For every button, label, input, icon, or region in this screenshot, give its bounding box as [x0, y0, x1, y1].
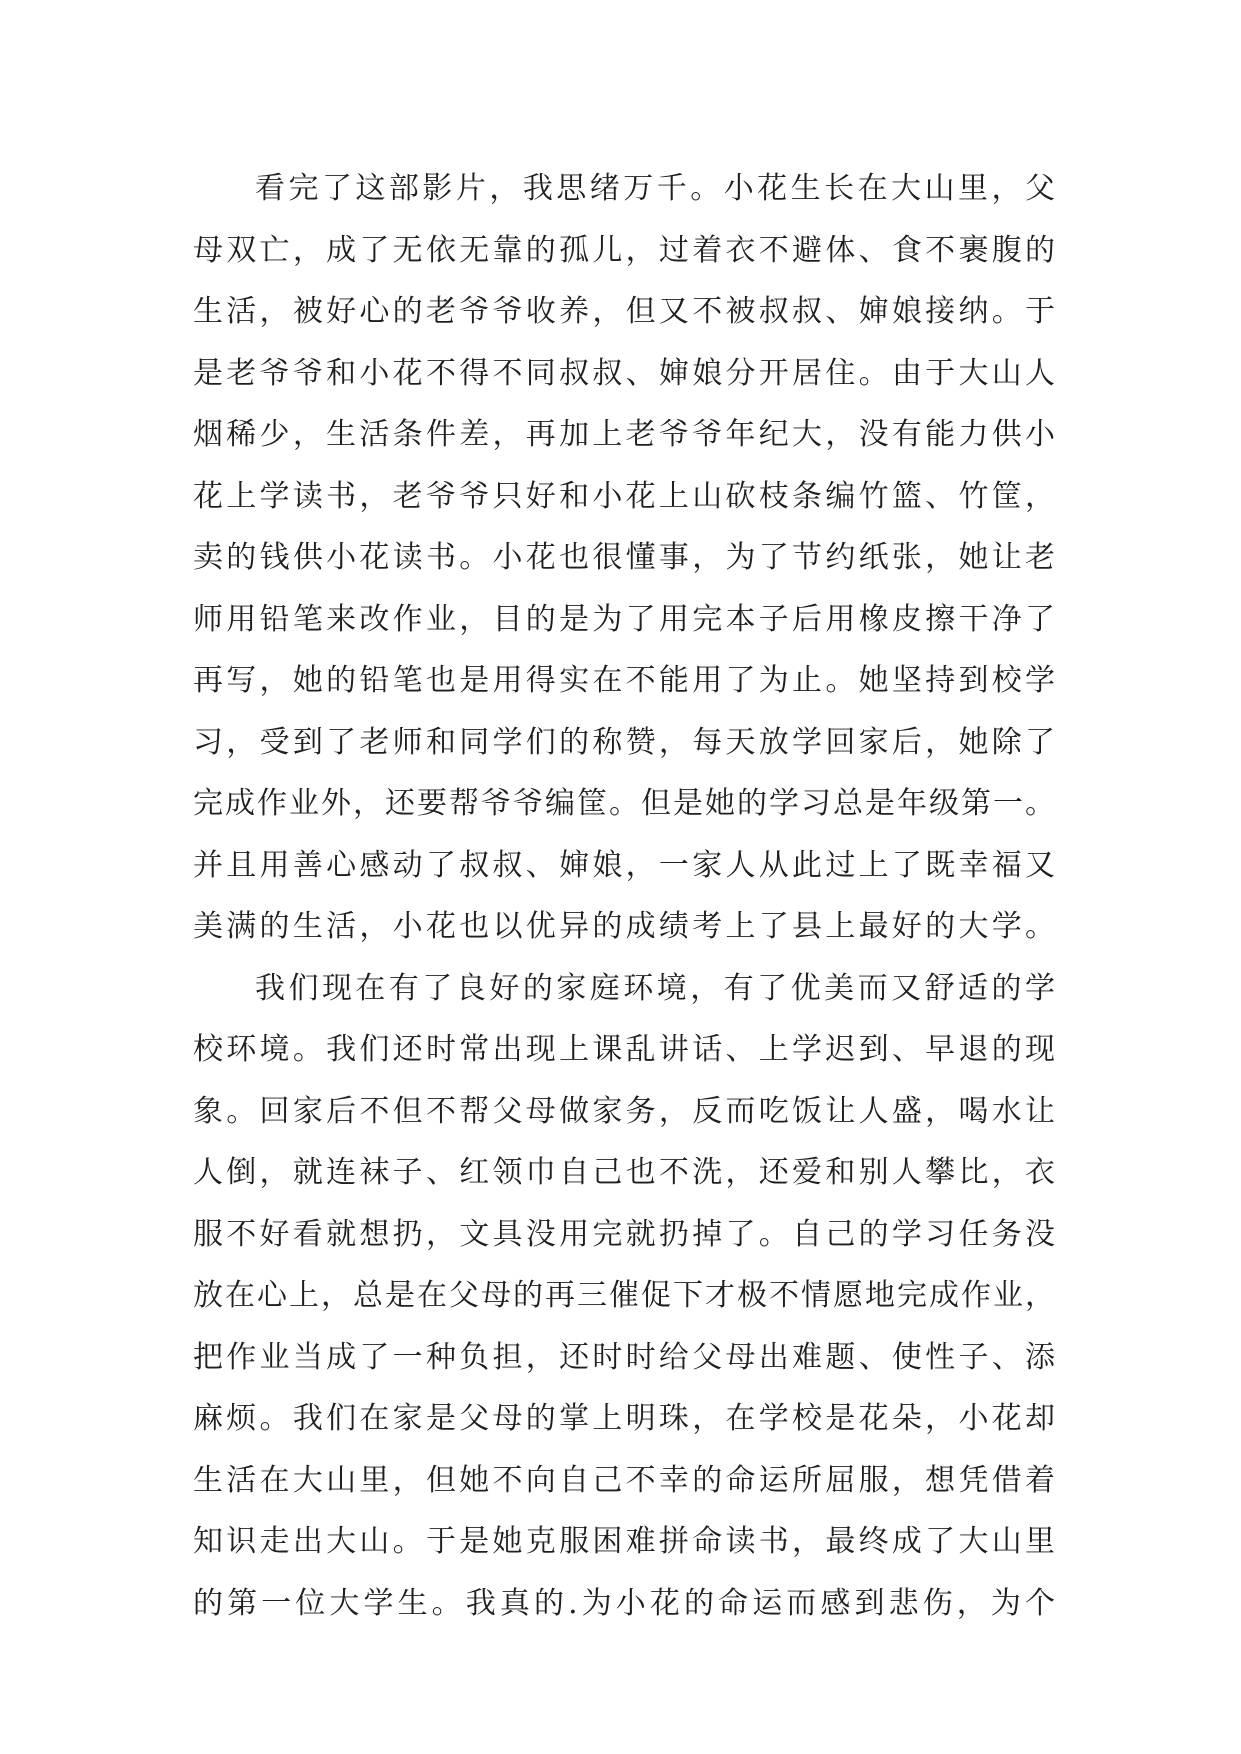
text-line: 放在心上，总是在父母的再三催促下才极不情愿地完成作业， [193, 1278, 1055, 1313]
text-line: 完成作业外，还要帮爷爷编筐。但是她的学习总是年级第一。 [193, 786, 1055, 821]
text-line: 服不好看就想扔，文具没用完就扔掉了。自己的学习任务没 [193, 1216, 1055, 1252]
text-line: 再写，她的铅笔也是用得实在不能用了为止。她坚持到校学 [193, 663, 1055, 698]
text-line: 花上学读书，老爷爷只好和小花上山砍枝条编竹篮、竹筐， [193, 478, 1055, 514]
text-line: 美满的生活，小花也以优异的成绩考上了县上最好的大学。 [193, 909, 1055, 944]
text-line: 麻烦。我们在家是父母的掌上明珠，在学校是花朵，小花却 [193, 1401, 1055, 1436]
text-line: 生活在大山里，但她不向自己不幸的命运所屈服，想凭借着 [193, 1462, 1055, 1498]
text-line: 并且用善心感动了叔叔、婶娘，一家人从此过上了既幸福又 [193, 847, 1055, 883]
text-line: 校环境。我们还时常出现上课乱讲话、上学迟到、早退的现 [193, 1032, 1055, 1067]
text-line: 是老爷爷和小花不得不同叔叔、婶娘分开居住。由于大山人 [193, 355, 1055, 391]
text-line: 我们现在有了良好的家庭环境，有了优美而又舒适的学 [255, 970, 1055, 1006]
text-line: 生活，被好心的老爷爷收养，但又不被叔叔、婶娘接纳。于 [193, 294, 1055, 329]
text-line: 人倒，就连袜子、红领巾自己也不洗，还爱和别人攀比，衣 [193, 1155, 1055, 1190]
text-line: 卖的钱供小花读书。小花也很懂事，为了节约纸张，她让老 [193, 540, 1055, 575]
text-line: 母双亡，成了无依无靠的孤儿，过着衣不避体、食不裹腹的 [193, 232, 1055, 268]
text-line: 象。回家后不但不帮父母做家务，反而吃饭让人盛，喝水让 [193, 1093, 1055, 1129]
text-line: 习，受到了老师和同学们的称赞，每天放学回家后，她除了 [193, 724, 1055, 760]
text-line: 的第一位大学生。我真的.为小花的命运而感到悲伤，为个 [193, 1585, 1055, 1621]
document-body [193, 158, 1055, 1634]
text-line: 把作业当成了一种负担，还时时给父母出难题、使性子、添 [193, 1339, 1055, 1375]
text-line: 知识走出大山。于是她克服困难拼命读书，最终成了大山里 [193, 1524, 1055, 1559]
text-line: 看完了这部影片，我思绪万千。小花生长在大山里，父 [255, 171, 1055, 206]
text-line: 师用铅笔来改作业，目的是为了用完本子后用橡皮擦干净了 [193, 601, 1055, 637]
text-line: 烟稀少，生活条件差，再加上老爷爷年纪大，没有能力供小 [193, 417, 1055, 452]
